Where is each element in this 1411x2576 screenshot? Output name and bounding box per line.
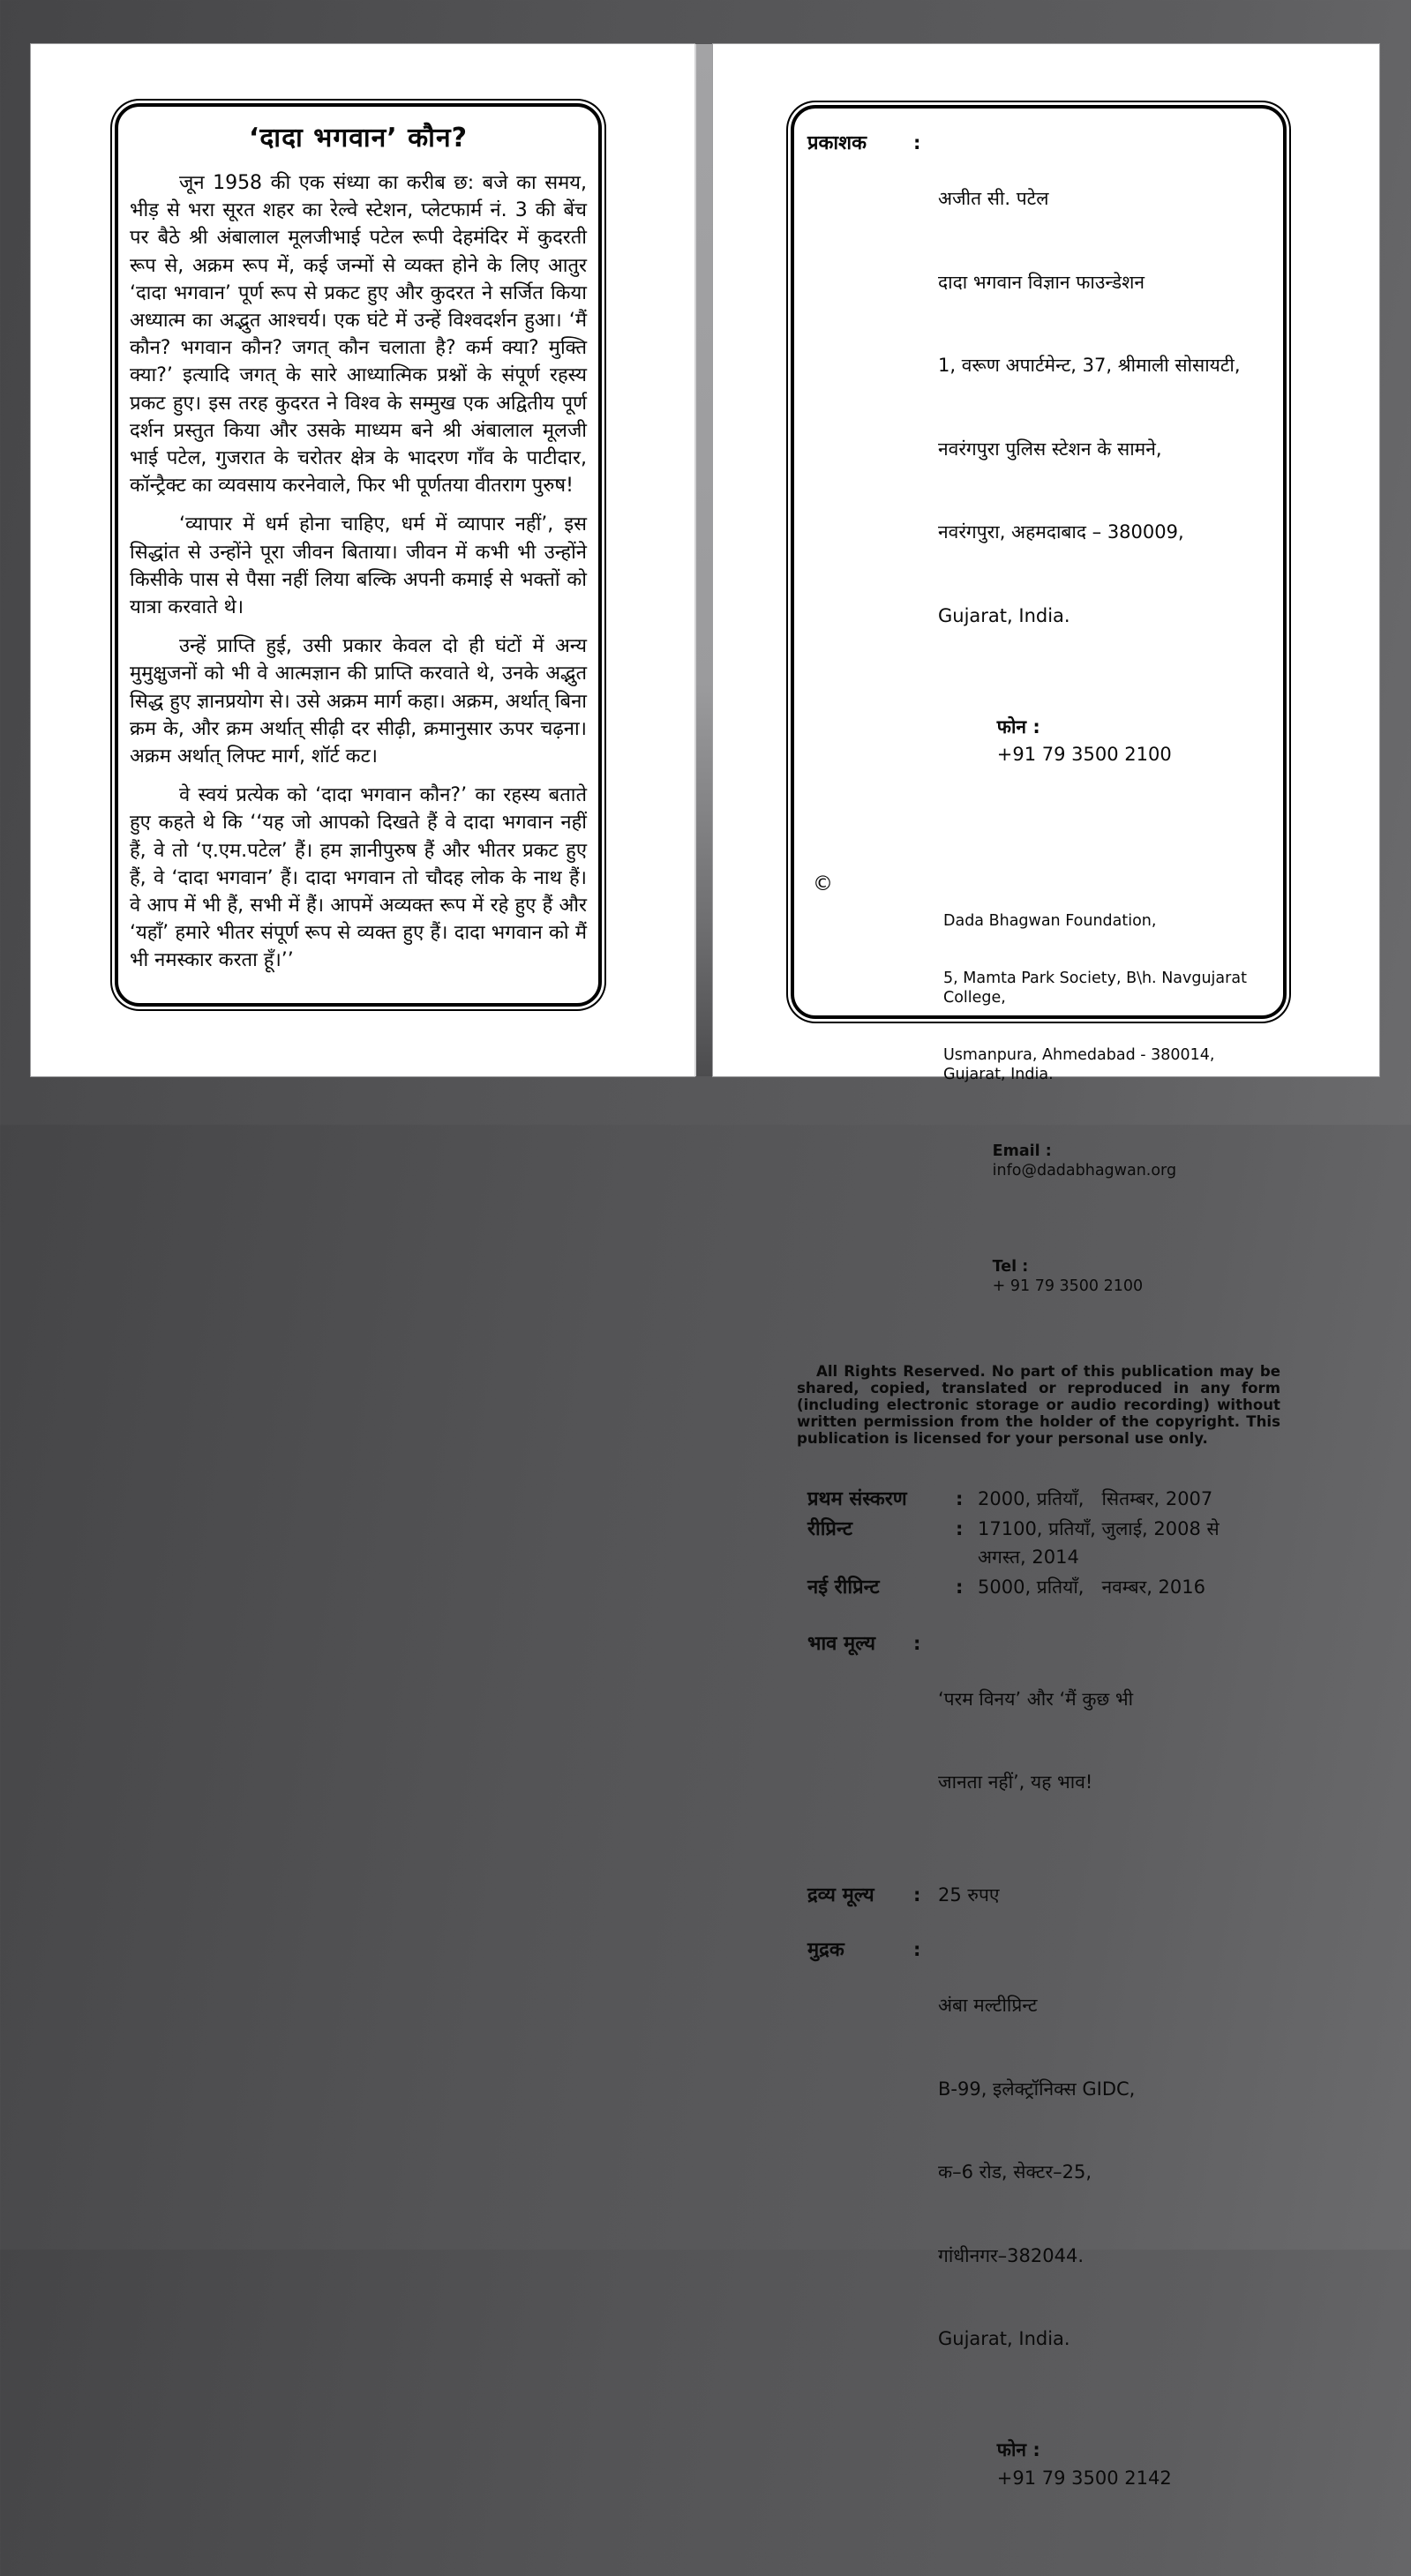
email-label: Email : <box>992 1142 1052 1161</box>
colon-separator: : <box>956 1576 964 1599</box>
copyright-line: 5, Mamta Park Society, B\h. Navgujarat College, <box>943 969 1252 1007</box>
printer-line: Gujarat, India. <box>938 2328 1070 2350</box>
bhav-line: ‘परम विनय’ और ‘मैं कुछ भी <box>938 1688 1134 1710</box>
edition-row <box>807 1486 1270 1514</box>
publisher-section <box>807 130 1270 852</box>
printer-line: गांधीनगर–382044. <box>938 2244 1085 2266</box>
printer-details <box>938 1936 1270 2576</box>
publisher-label: प्रकाशक <box>807 132 867 154</box>
right-page-border-frame <box>791 105 1287 2489</box>
dravya-label: द्रव्य मूल्य <box>807 1883 874 1906</box>
phone-number: +91 79 3500 2100 <box>996 744 1172 765</box>
colon-separator: : <box>956 1487 964 1509</box>
rights-notice: All Rights Reserved. No part of this publication may be shared, copied, translated or reproduced in any form (including electronic storage or audio recording) without written permission from the holder of the copyright. This publication is licensed for your personal use only. <box>797 1362 1280 1447</box>
copyright-icon: © <box>813 872 833 895</box>
edition-value: 5000, प्रतियाँ, नवम्बर, 2016 <box>978 1576 1206 1599</box>
phone-number: +91 79 3500 2142 <box>996 2467 1172 2489</box>
editions-section <box>807 1486 1270 1602</box>
printer-section <box>807 1936 1270 2576</box>
edition-row <box>807 1574 1270 1602</box>
copyright-details <box>943 873 1270 1354</box>
copyright-line: Usmanpura, Ahmedabad - 380014, Gujarat, India. <box>943 1046 1220 1083</box>
phone-label: फोन : <box>996 715 1040 738</box>
publisher-line: दादा भगवान विज्ञान फाउन्डेशन <box>938 271 1145 293</box>
email-address: info@dadabhagwan.org <box>992 1161 1177 1179</box>
copyright-line: Dada Bhagwan Foundation, <box>943 911 1157 930</box>
book-page-right <box>713 44 1379 2489</box>
colon-separator: : <box>913 1939 921 1961</box>
bhav-value <box>938 1630 1270 1853</box>
price-section <box>807 1882 1270 1910</box>
copyright-tel-line <box>943 1239 1270 1315</box>
publisher-line: Gujarat, India. <box>938 604 1070 626</box>
left-page-border-frame <box>115 103 602 1007</box>
page-gutter <box>694 44 715 1076</box>
tel-number: + 91 79 3500 2100 <box>992 1277 1144 1295</box>
bhav-line: जानता नहीं’, यह भाव! <box>938 1771 1093 1793</box>
copyright-email-line <box>943 1123 1270 1200</box>
printer-line: B-99, इलेक्ट्रॉनिक्स GIDC, <box>938 2078 1136 2100</box>
publisher-phone-line <box>938 685 1270 797</box>
book-page-left <box>31 44 694 1076</box>
body-paragraph: वे स्वयं प्रत्येक को ‘दादा भगवान कौन?’ का रहस्य बताते हुए कहते थे कि ‘‘यह जो आपको दिखते हैं वे दादा भगवान नहीं हैं, वे तो ‘ए.एम.पटेल’ हैं। हम ज्ञानीपुरुष हैं और भीतर प्रकट हुए हैं, वे ‘दादा भगवान’ हैं। दादा भगवान तो चौदह लोक के नाथ हैं। वे आप में भी हैं, सभी में हैं। आपमें अव्यक्त रूप में रहे हुए हैं और ‘यहाँ’ हमारे भीतर संपूर्ण रूप से व्यक्त हुए हैं। दादा भगवान को मैं भी नमस्कार करता हूँ।’’ <box>130 784 587 972</box>
edition-label: प्रथम संस्करण <box>807 1487 907 1510</box>
publisher-line: अजीत सी. पटेल <box>938 188 1049 209</box>
colon-separator: : <box>913 1883 921 1906</box>
printer-phone-line <box>938 2409 1270 2520</box>
publisher-line: 1, वरूण अपार्टमेन्ट, 37, श्रीमाली सोसायटी, <box>938 355 1241 376</box>
tel-label: Tel : <box>992 1257 1029 1276</box>
printer-line: क–6 रोड, सेक्टर–25, <box>938 2161 1092 2183</box>
publisher-line: नवरंगपुरा पुलिस स्टेशन के सामने, <box>938 438 1162 460</box>
publisher-line: नवरंगपुरा, अहमदाबाद – 380009, <box>938 521 1184 543</box>
printer-label: मुद्रक <box>807 1939 844 1962</box>
dravya-value: 25 रुपए <box>938 1883 1000 1906</box>
edition-value: 17100, प्रतियाँ, जुलाई, 2008 से अगस्त, 2014 <box>978 1518 1226 1568</box>
publisher-details <box>938 130 1270 852</box>
edition-row <box>807 1516 1270 1571</box>
bhav-label: भाव मूल्य <box>807 1632 876 1655</box>
body-paragraph: उन्हें प्राप्ति हुई, उसी प्रकार केवल दो ही घंटों में अन्य मुमुक्षुजनों को भी वे आत्मज्ञान की प्राप्ति करवाते थे, उनके अद्भुत सिद्ध हुए ज्ञानप्रयोग से। उसे अक्रम मार्ग कहा। अक्रम, अर्थात् बिना क्रम के, और क्रम अर्थात् सीढ़ी दर सीढ़ी, क्रमानुसार ऊपर चढ़ना। अक्रम अर्थात् लिफ्ट मार्ग, शॉर्ट कट। <box>130 635 587 768</box>
edition-value: 2000, प्रतियाँ, सितम्बर, 2007 <box>978 1487 1213 1509</box>
body-paragraph: ‘व्यापार में धर्म होना चाहिए, धर्म में व्यापार नहीं’, इस सिद्धांत से उन्होंने पूरा जीवन बिताया। जीवन में कभी भी उन्होंने किसीके पास से पैसा नहीं लिया बल्कि अपनी कमाई से भक्तों को यात्रा करवाते थे। <box>130 513 587 619</box>
body-paragraph: जून 1958 की एक संध्या का करीब छ: बजे का समय, भीड़ से भरा सूरत शहर का रेल्वे स्टेशन, प्लेटफार्म नं. 3 की बेंच पर बैठे श्री अंबालाल मूलजीभाई पटेल रूपी देहमंदिर में कुदरती रूप से, अक्रम रूप में, कई जन्मों से व्यक्त होने के लिए आतुर ‘दादा भगवान’ पूर्ण रूप से प्रकट हुए और कुदरत ने सर्जित किया अध्यात्म का अद्भुत आश्चर्य। एक घंटे में उन्हें विश्वदर्शन हुआ। ‘मैं कौन? भगवान कौन? जगत् कौन चलाता है? कर्म क्या? मुक्ति क्या?’ इत्यादि जगत् के सारे आध्यात्मिक प्रश्नों के संपूर्ण रहस्य प्रकट हुए। इस तरह कुदरत ने विश्व के सम्मुख एक अद्वितीय पूर्ण दर्शन प्रस्तुत किया और उसके माध्यम बने श्री अंबालाल मूलजी भाई पटेल, गुजरात के चरोतर क्षेत्र के भादरण गाँव के पाटीदार, कॉन्ट्रैक्ट का व्यवसाय करनेवाले, फिर भी पूर्णतया वीतराग पुरुष! <box>130 172 587 498</box>
printer-line: अंबा मल्टीप्रिन्ट <box>938 1995 1038 2017</box>
colon-separator: : <box>956 1518 964 1540</box>
edition-label: रीप्रिन्ट <box>807 1518 852 1541</box>
page-title: ‘दादा भगवान’ कौन? <box>248 123 469 154</box>
phone-label: फोन : <box>996 2439 1040 2461</box>
colon-separator: : <box>913 132 921 154</box>
colon-separator: : <box>913 1632 921 1654</box>
copyright-section <box>807 873 1270 1354</box>
edition-label: नई रीप्रिन्ट <box>807 1576 880 1599</box>
subtle-price-section <box>807 1630 1270 1853</box>
